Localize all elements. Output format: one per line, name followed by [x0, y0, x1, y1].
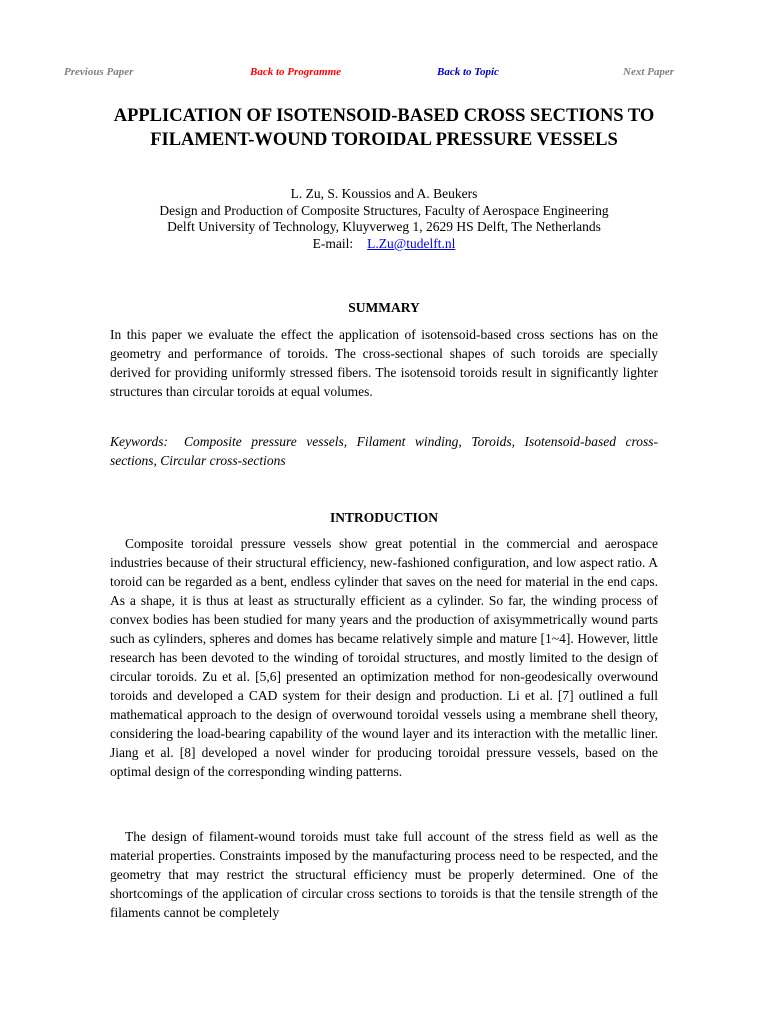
- affiliation-line-2: Delft University of Technology, Kluyverweg 1, 2629 HS Delft, The Netherlands: [167, 219, 601, 234]
- affiliation-line-1: Design and Production of Composite Structures, Faculty of Aerospace Engineering: [159, 202, 609, 218]
- introduction-heading: INTRODUCTION: [329, 510, 438, 525]
- next-paper-link[interactable]: Next Paper: [623, 66, 675, 78]
- keywords-text: Composite pressure vessels, Filament winding, Toroids, Isotensoid-based cross-sections, Circular cross-sections: [110, 434, 658, 468]
- email-line: [110, 236, 658, 253]
- author-names: L. Zu, S. Koussios and A. Beukers: [290, 186, 478, 201]
- summary-text: In this paper we evaluate the effect the application of isotensoid-based cross sections has on the geometry and performance of toroids. The cross-sectional shapes of such toroids are specially derived for providing uniformly stressed fibers. The isotensoid toroids result in significantly lighter structures than circular toroids at equal volumes.: [110, 327, 658, 399]
- summary-heading: SUMMARY: [348, 300, 420, 315]
- paper-navigation: [0, 66, 768, 82]
- introduction-paragraph-2: The design of filament-wound toroids must take full account of the stress field as well as the material properties. Constraints imposed by the manufacturing process need to be respected, and the geometry that may restrict the structural efficiency must be properly determined. One of the shortcomings of the application of circular cross sections to toroids is that the tensile strength of the filaments cannot be completely: [110, 829, 658, 920]
- keywords-label: Keywords:: [110, 434, 168, 449]
- back-to-programme-link[interactable]: Back to Programme: [250, 66, 342, 78]
- keywords-line: [110, 432, 658, 470]
- author-block: [110, 186, 658, 252]
- email-label: E-mail:: [312, 235, 354, 251]
- back-to-topic-link[interactable]: Back to Topic: [437, 66, 499, 78]
- email-link[interactable]: L.Zu@tudelft.nl: [367, 235, 456, 251]
- previous-paper-link[interactable]: Previous Paper: [64, 66, 134, 78]
- paper-title: APPLICATION OF ISOTENSOID-BASED CROSS SECTIONS TO FILAMENT-WOUND TOROIDAL PRESSURE VESSELS: [113, 106, 655, 150]
- introduction-paragraph-1: Composite toroidal pressure vessels show great potential in the commercial and aerospace industries because of their structural efficiency, new-fashioned configuration, and low aspect ratio. A toroid can be regarded as a bent, endless cylinder that saves on the need for material in the end caps. As a shape, it is thus at least as structurally efficient as a cylinder. So far, the winding process of convex bodies has been studied for many years and the production of axisymmetrically wound parts such as cylinders, spheres and domes has became relatively simple and mature [1~4]. However, little research has been devoted to the winding of toroidal structures, and mostly limited to the design of circular toroids. Zu et al. [5,6] presented an optimization method for non-geodesically overwound toroids and developed a CAD system for their design and production. Li et al. [7] outlined a full mathematical approach to the design of overwound toroidal vessels using a membrane shell theory, considering the load-bearing capability of the wound layer and its interaction with the metallic liner. Jiang et al. [8] developed a novel winder for producing toroidal pressure vessels, based on the optimal design of the corresponding winding patterns.: [110, 536, 658, 779]
